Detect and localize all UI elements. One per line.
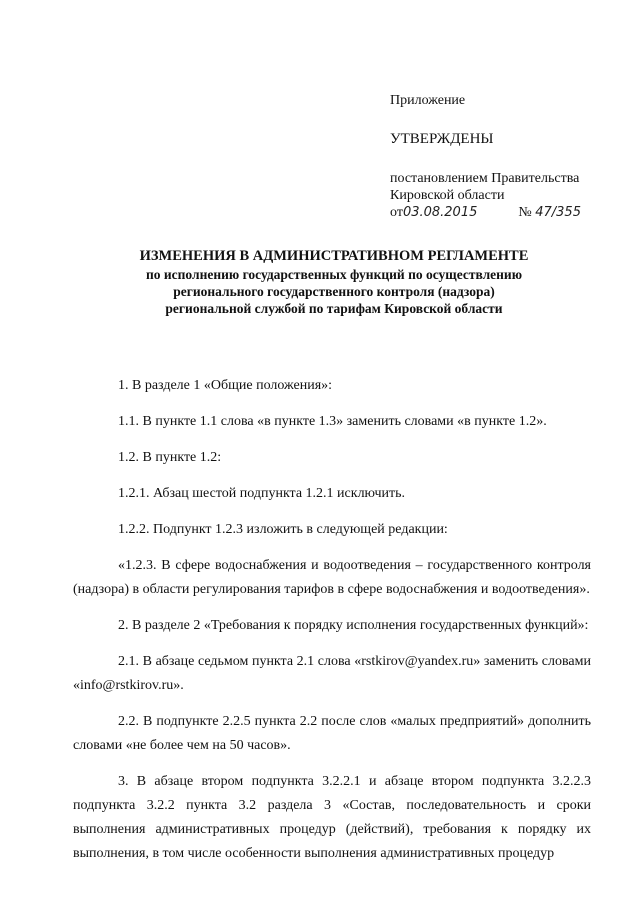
- title-sub-1: по исполнению государственных функций по осуществлению: [145, 267, 523, 282]
- paragraph-1-2-2: 1.2.2. Подпункт 1.2.3 изложить в следующей редакции:: [118, 522, 448, 537]
- handwritten-date: 03.08.2015: [402, 205, 478, 220]
- paragraph-1: 1. В разделе 1 «Общие положения»:: [118, 378, 333, 393]
- paragraph-1-2-1: 1.2.1. Абзац шестой подпункта 1.2.1 исключить.: [118, 486, 406, 501]
- title-sub-3: региональной службой по тарифам Кировской области: [165, 301, 503, 316]
- paragraph-2-1: 2.1. В абзаце седьмом пункта 2.1 слова «rstkirov@yandex.ru» заменить словами «info@rstkirov.ru».: [73, 654, 591, 693]
- approved-label: УТВЕРЖДЕНЫ: [390, 131, 494, 147]
- paragraph-3: 3. В абзаце втором подпункта 3.2.2.1 и абзаце втором подпункта 3.2.2.3 подпункта 3.2.2 пункта 3.2 раздела 3 «Состав, последовательность и сроки выполнения административных процедур (действий), требования к порядку их выполнения, в том числе особенности выполнения административных процедур: [73, 774, 591, 861]
- paragraph-2: 2. В разделе 2 «Требования к порядку исполнения государственных функций»:: [118, 618, 589, 633]
- handwritten-number: 47/355: [535, 205, 581, 220]
- approval-date-number: [390, 204, 630, 221]
- document-title: [70, 247, 598, 317]
- title-main: ИЗМЕНЕНИЯ В АДМИНИСТРАТИВНОМ РЕГЛАМЕНТЕ: [139, 248, 529, 264]
- number-label: №: [518, 205, 532, 220]
- document-body: [73, 374, 591, 866]
- paragraph-1-2-3-quote: «1.2.3. В сфере водоснабжения и водоотведения – государственного контроля (надзора) в области регулирования тарифов в сфере водоснабжения и водоотведения».: [73, 558, 591, 597]
- approval-line-1: постановлением Правительства: [390, 171, 580, 186]
- paragraph-1-2: 1.2. В пункте 1.2:: [118, 450, 222, 465]
- paragraph-1-1: 1.1. В пункте 1.1 слова «в пункте 1.3» заменить словами «в пункте 1.2».: [118, 414, 547, 429]
- approval-block: [390, 92, 630, 221]
- from-label: от: [390, 205, 403, 220]
- title-sub-2: регионального государственного контроля (надзора): [173, 284, 495, 299]
- annex-label: Приложение: [390, 93, 466, 108]
- paragraph-2-2: 2.2. В подпункте 2.2.5 пункта 2.2 после слов «малых предприятий» дополнить словами «не более чем на 50 часов».: [73, 714, 591, 753]
- approval-line-2: Кировской области: [390, 188, 505, 203]
